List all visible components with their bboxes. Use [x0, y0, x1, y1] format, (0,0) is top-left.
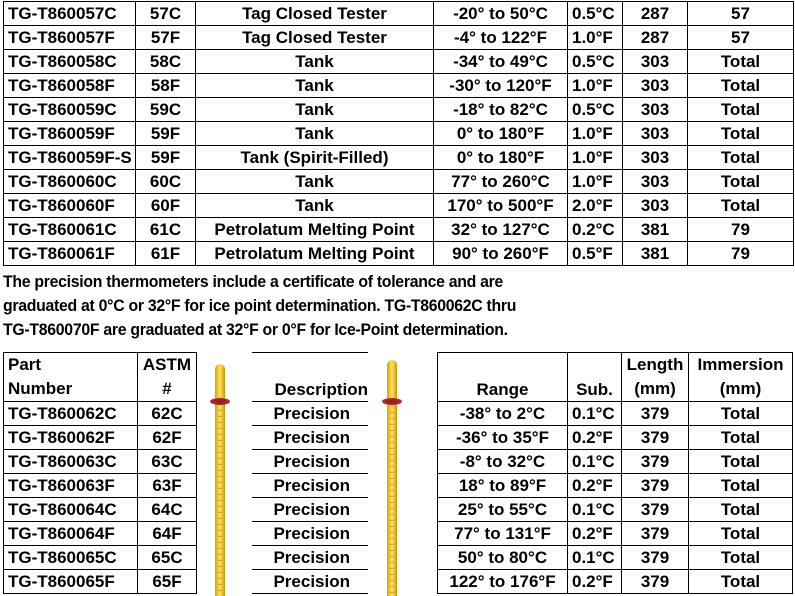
table-row — [252, 522, 368, 546]
cell-part-number: TG-T860060C — [4, 170, 136, 194]
cell-range: -38° to 2°C — [438, 402, 568, 426]
table-row — [4, 170, 794, 194]
cell-length: 379 — [622, 546, 689, 570]
cell-range: 0° to 180°F — [434, 122, 568, 146]
table-row — [438, 498, 793, 522]
top-table-body — [4, 2, 794, 266]
table-row — [4, 50, 794, 74]
cell-astm: 61C — [136, 218, 196, 242]
cell-astm: 62C — [138, 402, 197, 426]
table-row — [4, 242, 794, 266]
table-row — [4, 498, 197, 522]
cell-description: Tank — [196, 170, 434, 194]
cell-part-number: TG-T860059F-S — [4, 146, 136, 170]
cell-immersion: Total — [689, 450, 793, 474]
cell-length: 381 — [623, 242, 688, 266]
cell-part-number: TG-T860061F — [4, 242, 136, 266]
cell-astm: 57C — [136, 2, 196, 26]
table-row — [4, 26, 794, 50]
cell-length: 381 — [623, 218, 688, 242]
table-row — [4, 218, 794, 242]
header-immersion — [689, 353, 793, 402]
table-row — [4, 570, 197, 594]
cell-description: Tank — [196, 98, 434, 122]
cell-description: Tag Closed Tester — [196, 26, 434, 50]
cell-astm: 59C — [136, 98, 196, 122]
cell-subdivision: 0.5°C — [568, 50, 623, 74]
precision-thermometer-note — [3, 270, 738, 342]
cell-range: 77° to 260°C — [434, 170, 568, 194]
table-row — [252, 546, 368, 570]
table-row — [252, 450, 368, 474]
header-sub: Sub. — [568, 353, 622, 402]
precision-table-right-body — [438, 353, 793, 594]
cell-description: Tank (Spirit-Filled) — [196, 146, 434, 170]
cell-part-number: TG-T860058F — [4, 74, 136, 98]
table-row — [4, 98, 794, 122]
cell-description: Precision — [252, 474, 368, 498]
note-line-3: TG-T860070F are graduated at 32°F or 0°F for Ice-Point determination. — [3, 320, 508, 339]
precision-table-left-body — [4, 353, 197, 594]
cell-immersion: Total — [689, 426, 793, 450]
cell-length: 303 — [623, 98, 688, 122]
cell-subdivision: 1.0°F — [568, 146, 623, 170]
thermometer-image-left — [215, 364, 225, 596]
cell-subdivision: 0.1°C — [568, 402, 622, 426]
cell-astm: 65F — [138, 570, 197, 594]
header-astm-line1: ASTM — [142, 355, 192, 374]
cell-astm: 63C — [138, 450, 197, 474]
cell-subdivision: 0.2°F — [568, 522, 622, 546]
table-row — [4, 546, 197, 570]
cell-description: Petrolatum Melting Point — [196, 242, 434, 266]
cell-immersion: Total — [689, 522, 793, 546]
cell-length: 303 — [623, 74, 688, 98]
cell-subdivision: 1.0°F — [568, 170, 623, 194]
table-row — [4, 426, 197, 450]
table-row — [438, 546, 793, 570]
cell-description: Precision — [252, 426, 368, 450]
table-row — [438, 570, 793, 594]
precision-table-left — [3, 352, 197, 594]
cell-part-number: TG-T860057F — [4, 26, 136, 50]
cell-description: Precision — [252, 402, 368, 426]
cell-subdivision: 0.5°F — [568, 242, 623, 266]
cell-description: Tank — [196, 50, 434, 74]
cell-description: Precision — [252, 522, 368, 546]
cell-part-number: TG-T860062F — [4, 426, 138, 450]
cell-length: 379 — [622, 450, 689, 474]
cell-length: 303 — [623, 170, 688, 194]
cell-immersion: Total — [689, 498, 793, 522]
cell-astm: 63F — [138, 474, 197, 498]
cell-range: 77° to 131°F — [438, 522, 568, 546]
cell-length: 287 — [623, 2, 688, 26]
cell-range: 32° to 127°C — [434, 218, 568, 242]
cell-range: -18° to 82°C — [434, 98, 568, 122]
cell-subdivision: 0.1°C — [568, 450, 622, 474]
cell-length: 379 — [622, 474, 689, 498]
cell-astm: 57F — [136, 26, 196, 50]
table-row — [4, 450, 197, 474]
cell-description: Tank — [196, 194, 434, 218]
cell-part-number: TG-T860058C — [4, 50, 136, 74]
cell-description: Petrolatum Melting Point — [196, 218, 434, 242]
cell-subdivision: 0.1°C — [568, 546, 622, 570]
thermometer-spec-table-top — [3, 1, 794, 266]
header-length-line2: (mm) — [634, 379, 676, 398]
cell-astm: 59F — [136, 146, 196, 170]
cell-astm: 65C — [138, 546, 197, 570]
cell-part-number: TG-T860062C — [4, 402, 138, 426]
header-row — [4, 353, 197, 402]
cell-subdivision: 1.0°F — [568, 26, 623, 50]
cell-range: 25° to 55°C — [438, 498, 568, 522]
cell-range: 50° to 80°C — [438, 546, 568, 570]
header-length-line1: Length — [626, 355, 684, 374]
table-row — [438, 426, 793, 450]
cell-range: -36° to 35°F — [438, 426, 568, 450]
header-astm-line2: # — [162, 379, 172, 398]
cell-subdivision: 0.2°F — [568, 474, 622, 498]
cell-description: Precision — [252, 498, 368, 522]
cell-immersion: Total — [688, 74, 794, 98]
table-row — [4, 74, 794, 98]
precision-table-description-body — [252, 353, 368, 594]
cell-length: 303 — [623, 122, 688, 146]
header-immersion-line1: Immersion — [697, 355, 784, 374]
cell-part-number: TG-T860063C — [4, 450, 138, 474]
header-part-line2: Number — [8, 379, 73, 398]
cell-immersion: Total — [688, 194, 794, 218]
table-row — [438, 402, 793, 426]
cell-astm: 62F — [138, 426, 197, 450]
cell-subdivision: 1.0°F — [568, 122, 623, 146]
header-part-number — [4, 353, 138, 402]
thermometer-scale — [390, 400, 394, 596]
cell-immersion: Total — [688, 122, 794, 146]
table-row — [438, 450, 793, 474]
table-row — [252, 402, 368, 426]
thermometer-image-right — [387, 360, 397, 596]
cell-length: 379 — [622, 426, 689, 450]
cell-immersion: Total — [688, 170, 794, 194]
cell-length: 303 — [623, 146, 688, 170]
header-astm — [138, 353, 197, 402]
cell-astm: 59F — [136, 122, 196, 146]
cell-description: Tag Closed Tester — [196, 2, 434, 26]
cell-part-number: TG-T860061C — [4, 218, 136, 242]
cell-astm: 58F — [136, 74, 196, 98]
cell-subdivision: 0.1°C — [568, 498, 622, 522]
cell-length: 379 — [622, 522, 689, 546]
cell-immersion: 79 — [688, 218, 794, 242]
cell-description: Precision — [252, 450, 368, 474]
cell-length: 287 — [623, 26, 688, 50]
cell-length: 379 — [622, 498, 689, 522]
table-row — [4, 194, 794, 218]
cell-part-number: TG-T860064F — [4, 522, 138, 546]
cell-subdivision: 0.2°F — [568, 426, 622, 450]
note-line-2: graduated at 0°C or 32°F for ice point determination. TG-T860062C thru — [3, 296, 517, 315]
table-row — [4, 122, 794, 146]
cell-immersion: Total — [688, 146, 794, 170]
cell-description: Precision — [252, 546, 368, 570]
cell-range: 122° to 176°F — [438, 570, 568, 594]
cell-immersion: Total — [689, 570, 793, 594]
thermometer-scale — [218, 404, 222, 596]
table-row — [252, 570, 368, 594]
cell-description: Precision — [252, 570, 368, 594]
cell-length: 379 — [622, 402, 689, 426]
cell-immersion: Total — [689, 402, 793, 426]
cell-length: 379 — [622, 570, 689, 594]
table-row — [438, 522, 793, 546]
precision-table-right — [437, 352, 793, 594]
cell-subdivision: 0.2°C — [568, 218, 623, 242]
cell-description: Tank — [196, 74, 434, 98]
cell-part-number: TG-T860064C — [4, 498, 138, 522]
cell-range: -8° to 32°C — [438, 450, 568, 474]
header-length — [622, 353, 689, 402]
cell-immersion: Total — [688, 98, 794, 122]
cell-subdivision: 0.5°C — [568, 2, 623, 26]
header-description: Description — [252, 353, 368, 402]
cell-part-number: TG-T860059C — [4, 98, 136, 122]
cell-immersion: Total — [688, 50, 794, 74]
cell-range: -34° to 49°C — [434, 50, 568, 74]
cell-part-number: TG-T860065F — [4, 570, 138, 594]
cell-range: 18° to 89°F — [438, 474, 568, 498]
precision-table-description — [252, 352, 368, 594]
cell-immersion: 57 — [688, 2, 794, 26]
header-part-line1: Part — [8, 355, 42, 374]
cell-length: 303 — [623, 194, 688, 218]
cell-description: Tank — [196, 122, 434, 146]
table-row — [4, 474, 197, 498]
cell-immersion: Total — [689, 474, 793, 498]
cell-length: 303 — [623, 50, 688, 74]
table-row — [4, 146, 794, 170]
cell-part-number: TG-T860059F — [4, 122, 136, 146]
table-row — [252, 426, 368, 450]
cell-subdivision: 0.2°F — [568, 570, 622, 594]
table-row — [438, 474, 793, 498]
cell-range: -30° to 120°F — [434, 74, 568, 98]
cell-part-number: TG-T860065C — [4, 546, 138, 570]
cell-astm: 61F — [136, 242, 196, 266]
cell-range: -20° to 50°C — [434, 2, 568, 26]
cell-part-number: TG-T860063F — [4, 474, 138, 498]
table-row — [4, 2, 794, 26]
cell-range: 0° to 180°F — [434, 146, 568, 170]
cell-astm: 64C — [138, 498, 197, 522]
cell-immersion: Total — [689, 546, 793, 570]
header-row — [252, 353, 368, 402]
table-row — [252, 498, 368, 522]
cell-range: 170° to 500°F — [434, 194, 568, 218]
cell-part-number: TG-T860060F — [4, 194, 136, 218]
cell-astm: 60F — [136, 194, 196, 218]
note-line-1: The precision thermometers include a certificate of tolerance and are — [3, 272, 504, 291]
table-row — [4, 402, 197, 426]
cell-astm: 64F — [138, 522, 197, 546]
cell-subdivision: 1.0°F — [568, 74, 623, 98]
cell-range: -4° to 122°F — [434, 26, 568, 50]
cell-subdivision: 0.5°C — [568, 98, 623, 122]
table-row — [4, 522, 197, 546]
header-immersion-line2: (mm) — [719, 379, 762, 398]
cell-range: 90° to 260°F — [434, 242, 568, 266]
header-row — [438, 353, 793, 402]
cell-part-number: TG-T860057C — [4, 2, 136, 26]
cell-subdivision: 2.0°F — [568, 194, 623, 218]
table-row — [252, 474, 368, 498]
cell-astm: 58C — [136, 50, 196, 74]
cell-astm: 60C — [136, 170, 196, 194]
header-range: Range — [438, 353, 568, 402]
cell-immersion: 79 — [688, 242, 794, 266]
cell-immersion: 57 — [688, 26, 794, 50]
